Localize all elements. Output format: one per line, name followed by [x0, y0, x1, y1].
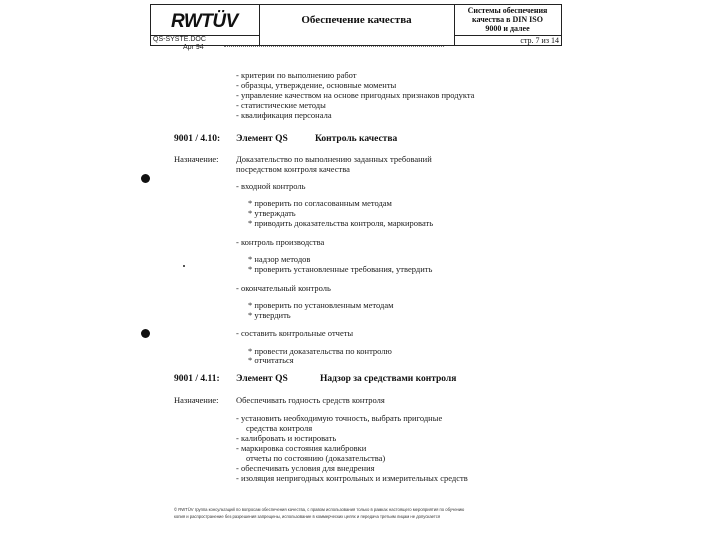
purpose-line: посредством контроля качества [236, 164, 350, 174]
section-code: 9001 / 4.11: [174, 374, 220, 384]
list-item: - обеспечивать условия для внедрения [236, 463, 375, 473]
system-title: Системы обеспечения качества в DIN ISO 9000 и далее [467, 6, 548, 33]
intro-item: - управление качеством на основе пригодных признаков продукта [236, 90, 475, 100]
section-heading: Контроль качества [315, 134, 398, 144]
list-item: * проверить по установленным методам [248, 300, 394, 310]
company-logo: RWTÜV [171, 11, 238, 32]
list-item: - входной контроль [236, 181, 306, 191]
binder-hole [141, 329, 150, 338]
list-item: - изоляция непригодных контрольных и измерительных средств [236, 473, 468, 483]
document-id: QS-SYSTE.DOC Apr 94 [153, 36, 206, 51]
intro-item: - квалификация персонала [236, 110, 332, 120]
purpose-line: Обеспечивать годность средств контроля [236, 395, 385, 405]
purpose-label: Назначение: [174, 154, 219, 164]
purpose-line: Доказательство по выполнению заданных требований [236, 154, 432, 164]
list-item: * приводить доказательства контроля, маркировать [248, 218, 434, 228]
page-number: стр. 7 из 14 [520, 36, 559, 45]
section-element: Элемент QS [236, 374, 288, 384]
intro-item: - статистические методы [236, 100, 326, 110]
binder-hole [141, 174, 150, 183]
list-item: * проверить установленные требования, утвердить [248, 264, 433, 274]
scan-artifact [224, 46, 444, 48]
list-item: - установить необходимую точность, выбрать пригодные [236, 413, 443, 423]
intro-item: - образцы, утверждение, основные моменты [236, 80, 397, 90]
document-title: Обеспечение качества [301, 14, 412, 26]
list-item: * отчитаться [248, 355, 294, 365]
intro-item: - критерии по выполнению работ [236, 70, 357, 80]
section-code: 9001 / 4.10: [174, 134, 221, 144]
document-header [150, 4, 562, 51]
list-item: * провести доказательства по контролю [248, 346, 392, 356]
list-item: отчеты по состоянию (доказательства) [246, 453, 386, 463]
section-heading: Надзор за средствами контроля [320, 374, 457, 384]
list-item: * проверить по согласованным методам [248, 198, 392, 208]
list-item: - окончательный контроль [236, 283, 331, 293]
scan-artifact [183, 265, 185, 267]
list-item: * утверждать [248, 208, 296, 218]
list-item: - составить контрольные отчеты [236, 328, 354, 338]
list-item: - контроль производства [236, 237, 325, 247]
list-item: средства контроля [246, 423, 313, 433]
footer-line: копия и распространение без разрешения запрещены, использование в коммерческих целях и передача третьим лицам не допускается [174, 514, 441, 519]
list-item: - калибровать и юстировать [236, 433, 337, 443]
footer-line: © RWTÜV группа консультаций по вопросам обеспечения качества, с правом использования только в рамках настоящего мероприятия по обучению [174, 507, 465, 512]
list-item: * надзор методов [248, 254, 311, 264]
list-item: - маркировка состояния калибровки [236, 443, 367, 453]
purpose-label: Назначение: [174, 395, 219, 405]
section-element: Элемент QS [236, 134, 288, 144]
list-item: * утвердить [248, 310, 291, 320]
